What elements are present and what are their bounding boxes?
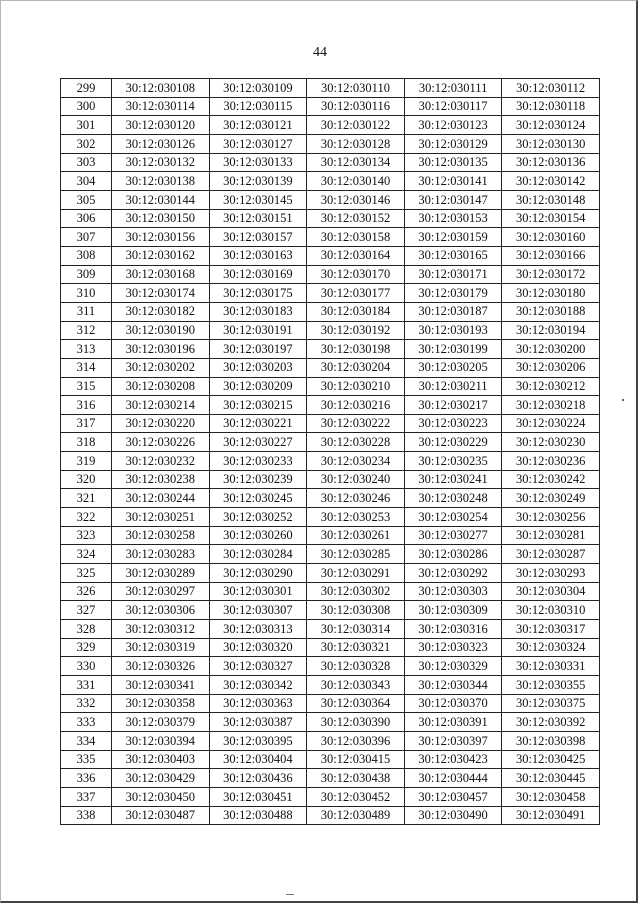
cadastral-number-cell: 30:12:030135 (404, 153, 502, 172)
cadastral-number-cell: 30:12:030415 (307, 750, 405, 769)
cadastral-number-cell: 30:12:030249 (502, 489, 600, 508)
cadastral-number-cell: 30:12:030165 (404, 246, 502, 265)
row-number-cell: 319 (61, 452, 112, 471)
cadastral-number-cell: 30:12:030111 (404, 79, 502, 98)
table-row (61, 750, 600, 769)
cadastral-number-cell: 30:12:030196 (112, 340, 210, 359)
row-number-cell: 301 (61, 116, 112, 135)
cadastral-number-cell: 30:12:030191 (209, 321, 307, 340)
table-row (61, 452, 600, 471)
row-number-cell: 314 (61, 358, 112, 377)
cadastral-number-cell: 30:12:030221 (209, 414, 307, 433)
cadastral-number-cell: 30:12:030248 (404, 489, 502, 508)
cadastral-number-cell: 30:12:030169 (209, 265, 307, 284)
row-number-cell: 332 (61, 694, 112, 713)
cadastral-number-cell: 30:12:030193 (404, 321, 502, 340)
row-number-cell: 310 (61, 284, 112, 303)
cadastral-number-cell: 30:12:030108 (112, 79, 210, 98)
cadastral-number-cell: 30:12:030358 (112, 694, 210, 713)
cadastral-number-cell: 30:12:030317 (502, 620, 600, 639)
cadastral-number-cell: 30:12:030238 (112, 470, 210, 489)
cadastral-number-cell: 30:12:030306 (112, 601, 210, 620)
cadastral-number-cell: 30:12:030168 (112, 265, 210, 284)
cadastral-number-cell: 30:12:030132 (112, 153, 210, 172)
cadastral-number-cell: 30:12:030174 (112, 284, 210, 303)
table-row (61, 97, 600, 116)
table-row (61, 508, 600, 527)
cadastral-number-cell: 30:12:030256 (502, 508, 600, 527)
cadastral-number-cell: 30:12:030283 (112, 545, 210, 564)
cadastral-number-cell: 30:12:030198 (307, 340, 405, 359)
row-number-cell: 316 (61, 396, 112, 415)
cadastral-number-cell: 30:12:030240 (307, 470, 405, 489)
table-row (61, 638, 600, 657)
cadastral-number-cell: 30:12:030363 (209, 694, 307, 713)
cadastral-number-cell: 30:12:030286 (404, 545, 502, 564)
cadastral-number-cell: 30:12:030157 (209, 228, 307, 247)
cadastral-number-cell: 30:12:030490 (404, 806, 502, 825)
cadastral-number-cell: 30:12:030312 (112, 620, 210, 639)
row-number-cell: 328 (61, 620, 112, 639)
cadastral-number-cell: 30:12:030302 (307, 582, 405, 601)
row-number-cell: 300 (61, 97, 112, 116)
cadastral-number-cell: 30:12:030258 (112, 526, 210, 545)
cadastral-number-cell: 30:12:030303 (404, 582, 502, 601)
cadastral-number-cell: 30:12:030180 (502, 284, 600, 303)
cadastral-number-cell: 30:12:030331 (502, 657, 600, 676)
cadastral-number-cell: 30:12:030127 (209, 134, 307, 153)
cadastral-number-cell: 30:12:030326 (112, 657, 210, 676)
cadastral-number-cell: 30:12:030197 (209, 340, 307, 359)
scan-speck (622, 399, 624, 401)
table-row (61, 302, 600, 321)
cadastral-number-cell: 30:12:030230 (502, 433, 600, 452)
cadastral-number-cell: 30:12:030192 (307, 321, 405, 340)
row-number-cell: 323 (61, 526, 112, 545)
cadastral-number-cell: 30:12:030452 (307, 787, 405, 806)
cadastral-number-cell: 30:12:030123 (404, 116, 502, 135)
cadastral-number-cell: 30:12:030355 (502, 676, 600, 695)
table-row (61, 657, 600, 676)
cadastral-number-cell: 30:12:030397 (404, 731, 502, 750)
cadastral-number-cell: 30:12:030329 (404, 657, 502, 676)
cadastral-number-cell: 30:12:030141 (404, 172, 502, 191)
cadastral-number-cell: 30:12:030253 (307, 508, 405, 527)
row-number-cell: 330 (61, 657, 112, 676)
table-row (61, 564, 600, 583)
table-row (61, 228, 600, 247)
table-row (61, 694, 600, 713)
table-row (61, 358, 600, 377)
cadastral-number-cell: 30:12:030229 (404, 433, 502, 452)
cadastral-number-cell: 30:12:030392 (502, 713, 600, 732)
cadastral-number-cell: 30:12:030450 (112, 787, 210, 806)
cadastral-number-cell: 30:12:030261 (307, 526, 405, 545)
table-row (61, 601, 600, 620)
row-number-cell: 326 (61, 582, 112, 601)
row-number-cell: 299 (61, 79, 112, 98)
cadastral-number-cell: 30:12:030156 (112, 228, 210, 247)
table-row (61, 172, 600, 191)
cadastral-number-cell: 30:12:030309 (404, 601, 502, 620)
cadastral-number-cell: 30:12:030327 (209, 657, 307, 676)
row-number-cell: 313 (61, 340, 112, 359)
cadastral-number-cell: 30:12:030319 (112, 638, 210, 657)
row-number-cell: 317 (61, 414, 112, 433)
cadastral-number-cell: 30:12:030218 (502, 396, 600, 415)
cadastral-number-cell: 30:12:030194 (502, 321, 600, 340)
cadastral-number-cell: 30:12:030188 (502, 302, 600, 321)
cadastral-number-cell: 30:12:030179 (404, 284, 502, 303)
cadastral-number-cell: 30:12:030208 (112, 377, 210, 396)
cadastral-number-cell: 30:12:030297 (112, 582, 210, 601)
cadastral-number-cell: 30:12:030344 (404, 676, 502, 695)
table-row (61, 265, 600, 284)
cadastral-number-cell: 30:12:030199 (404, 340, 502, 359)
cadastral-number-cell: 30:12:030203 (209, 358, 307, 377)
cadastral-number-cell: 30:12:030134 (307, 153, 405, 172)
cadastral-number-cell: 30:12:030284 (209, 545, 307, 564)
cadastral-number-cell: 30:12:030164 (307, 246, 405, 265)
row-number-cell: 318 (61, 433, 112, 452)
table-row (61, 153, 600, 172)
cadastral-number-cell: 30:12:030451 (209, 787, 307, 806)
cadastral-number-cell: 30:12:030290 (209, 564, 307, 583)
cadastral-number-cell: 30:12:030395 (209, 731, 307, 750)
cadastral-number-cell: 30:12:030236 (502, 452, 600, 471)
cadastral-number-cell: 30:12:030458 (502, 787, 600, 806)
page-number: 44 (313, 45, 327, 60)
cadastral-number-cell: 30:12:030200 (502, 340, 600, 359)
row-number-cell: 335 (61, 750, 112, 769)
cadastral-number-cell: 30:12:030183 (209, 302, 307, 321)
table-row (61, 79, 600, 98)
cadastral-number-cell: 30:12:030342 (209, 676, 307, 695)
cadastral-number-cell: 30:12:030214 (112, 396, 210, 415)
cadastral-number-cell: 30:12:030151 (209, 209, 307, 228)
row-number-cell: 307 (61, 228, 112, 247)
table-row (61, 489, 600, 508)
cadastral-number-cell: 30:12:030153 (404, 209, 502, 228)
cadastral-number-cell: 30:12:030287 (502, 545, 600, 564)
cadastral-number-cell: 30:12:030211 (404, 377, 502, 396)
cadastral-number-cell: 30:12:030128 (307, 134, 405, 153)
row-number-cell: 329 (61, 638, 112, 657)
cadastral-number-cell: 30:12:030136 (502, 153, 600, 172)
cadastral-number-cell: 30:12:030115 (209, 97, 307, 116)
cadastral-number-cell: 30:12:030224 (502, 414, 600, 433)
cadastral-number-cell: 30:12:030114 (112, 97, 210, 116)
cadastral-number-cell: 30:12:030324 (502, 638, 600, 657)
cadastral-number-cell: 30:12:030398 (502, 731, 600, 750)
cadastral-number-cell: 30:12:030379 (112, 713, 210, 732)
cadastral-number-cell: 30:12:030209 (209, 377, 307, 396)
cadastral-number-cell: 30:12:030364 (307, 694, 405, 713)
cadastral-number-cell: 30:12:030252 (209, 508, 307, 527)
cadastral-number-cell: 30:12:030147 (404, 190, 502, 209)
table-row (61, 787, 600, 806)
cadastral-number-cell: 30:12:030394 (112, 731, 210, 750)
cadastral-number-cell: 30:12:030138 (112, 172, 210, 191)
table-row (61, 769, 600, 788)
table-row (61, 209, 600, 228)
table-row (61, 377, 600, 396)
cadastral-number-cell: 30:12:030429 (112, 769, 210, 788)
row-number-cell: 327 (61, 601, 112, 620)
cadastral-table (60, 78, 600, 825)
cadastral-number-cell: 30:12:030244 (112, 489, 210, 508)
cadastral-number-cell: 30:12:030370 (404, 694, 502, 713)
cadastral-number-cell: 30:12:030289 (112, 564, 210, 583)
cadastral-number-cell: 30:12:030239 (209, 470, 307, 489)
cadastral-number-cell: 30:12:030206 (502, 358, 600, 377)
row-number-cell: 334 (61, 731, 112, 750)
cadastral-number-cell: 30:12:030293 (502, 564, 600, 583)
cadastral-number-cell: 30:12:030391 (404, 713, 502, 732)
cadastral-number-cell: 30:12:030436 (209, 769, 307, 788)
cadastral-number-cell: 30:12:030124 (502, 116, 600, 135)
cadastral-number-cell: 30:12:030387 (209, 713, 307, 732)
row-number-cell: 306 (61, 209, 112, 228)
cadastral-number-cell: 30:12:030112 (502, 79, 600, 98)
cadastral-number-cell: 30:12:030202 (112, 358, 210, 377)
table-row (61, 134, 600, 153)
row-number-cell: 309 (61, 265, 112, 284)
cadastral-number-cell: 30:12:030487 (112, 806, 210, 825)
cadastral-number-cell: 30:12:030227 (209, 433, 307, 452)
cadastral-number-cell: 30:12:030118 (502, 97, 600, 116)
table-body (61, 79, 600, 825)
cadastral-number-cell: 30:12:030166 (502, 246, 600, 265)
row-number-cell: 304 (61, 172, 112, 191)
cadastral-number-cell: 30:12:030187 (404, 302, 502, 321)
cadastral-number-cell: 30:12:030304 (502, 582, 600, 601)
cadastral-number-cell: 30:12:030235 (404, 452, 502, 471)
cadastral-number-cell: 30:12:030489 (307, 806, 405, 825)
cadastral-number-cell: 30:12:030396 (307, 731, 405, 750)
table-row (61, 806, 600, 825)
cadastral-number-cell: 30:12:030444 (404, 769, 502, 788)
cadastral-number-cell: 30:12:030109 (209, 79, 307, 98)
cadastral-number-cell: 30:12:030292 (404, 564, 502, 583)
cadastral-number-cell: 30:12:030175 (209, 284, 307, 303)
cadastral-number-cell: 30:12:030488 (209, 806, 307, 825)
cadastral-number-cell: 30:12:030154 (502, 209, 600, 228)
row-number-cell: 308 (61, 246, 112, 265)
table-row (61, 246, 600, 265)
cadastral-number-cell: 30:12:030216 (307, 396, 405, 415)
table-row (61, 433, 600, 452)
cadastral-number-cell: 30:12:030313 (209, 620, 307, 639)
row-number-cell: 302 (61, 134, 112, 153)
table-row (61, 545, 600, 564)
table-row (61, 676, 600, 695)
row-number-cell: 320 (61, 470, 112, 489)
cadastral-number-cell: 30:12:030307 (209, 601, 307, 620)
cadastral-number-cell: 30:12:030491 (502, 806, 600, 825)
row-number-cell: 311 (61, 302, 112, 321)
cadastral-number-cell: 30:12:030308 (307, 601, 405, 620)
cadastral-number-cell: 30:12:030205 (404, 358, 502, 377)
cadastral-number-cell: 30:12:030177 (307, 284, 405, 303)
row-number-cell: 337 (61, 787, 112, 806)
table-row (61, 414, 600, 433)
cadastral-number-cell: 30:12:030171 (404, 265, 502, 284)
cadastral-number-cell: 30:12:030130 (502, 134, 600, 153)
cadastral-number-cell: 30:12:030215 (209, 396, 307, 415)
table-row (61, 470, 600, 489)
cadastral-number-cell: 30:12:030423 (404, 750, 502, 769)
cadastral-number-cell: 30:12:030438 (307, 769, 405, 788)
row-number-cell: 338 (61, 806, 112, 825)
cadastral-number-cell: 30:12:030182 (112, 302, 210, 321)
row-number-cell: 325 (61, 564, 112, 583)
cadastral-number-cell: 30:12:030144 (112, 190, 210, 209)
row-number-cell: 315 (61, 377, 112, 396)
cadastral-number-cell: 30:12:030210 (307, 377, 405, 396)
cadastral-number-cell: 30:12:030328 (307, 657, 405, 676)
table-row (61, 526, 600, 545)
cadastral-number-cell: 30:12:030212 (502, 377, 600, 396)
scan-mark (286, 894, 294, 895)
cadastral-number-cell: 30:12:030217 (404, 396, 502, 415)
cadastral-number-cell: 30:12:030190 (112, 321, 210, 340)
cadastral-number-cell: 30:12:030323 (404, 638, 502, 657)
cadastral-number-cell: 30:12:030160 (502, 228, 600, 247)
cadastral-number-cell: 30:12:030122 (307, 116, 405, 135)
table-row (61, 190, 600, 209)
cadastral-number-cell: 30:12:030204 (307, 358, 405, 377)
cadastral-number-cell: 30:12:030246 (307, 489, 405, 508)
cadastral-number-cell: 30:12:030222 (307, 414, 405, 433)
cadastral-number-cell: 30:12:030223 (404, 414, 502, 433)
cadastral-number-cell: 30:12:030163 (209, 246, 307, 265)
cadastral-number-cell: 30:12:030242 (502, 470, 600, 489)
row-number-cell: 336 (61, 769, 112, 788)
cadastral-number-cell: 30:12:030220 (112, 414, 210, 433)
row-number-cell: 333 (61, 713, 112, 732)
cadastral-number-cell: 30:12:030228 (307, 433, 405, 452)
cadastral-number-cell: 30:12:030117 (404, 97, 502, 116)
table-row (61, 396, 600, 415)
cadastral-number-cell: 30:12:030285 (307, 545, 405, 564)
cadastral-number-cell: 30:12:030234 (307, 452, 405, 471)
cadastral-number-cell: 30:12:030142 (502, 172, 600, 191)
cadastral-number-cell: 30:12:030375 (502, 694, 600, 713)
cadastral-number-cell: 30:12:030120 (112, 116, 210, 135)
table-row (61, 321, 600, 340)
table-row (61, 713, 600, 732)
cadastral-number-cell: 30:12:030172 (502, 265, 600, 284)
cadastral-number-cell: 30:12:030140 (307, 172, 405, 191)
cadastral-number-cell: 30:12:030233 (209, 452, 307, 471)
table-row (61, 731, 600, 750)
cadastral-number-cell: 30:12:030310 (502, 601, 600, 620)
row-number-cell: 312 (61, 321, 112, 340)
table-row (61, 582, 600, 601)
cadastral-number-cell: 30:12:030281 (502, 526, 600, 545)
table-row (61, 284, 600, 303)
cadastral-number-cell: 30:12:030152 (307, 209, 405, 228)
cadastral-number-cell: 30:12:030320 (209, 638, 307, 657)
cadastral-number-cell: 30:12:030314 (307, 620, 405, 639)
cadastral-number-cell: 30:12:030241 (404, 470, 502, 489)
cadastral-number-cell: 30:12:030301 (209, 582, 307, 601)
cadastral-number-cell: 30:12:030146 (307, 190, 405, 209)
row-number-cell: 331 (61, 676, 112, 695)
cadastral-number-cell: 30:12:030343 (307, 676, 405, 695)
cadastral-number-cell: 30:12:030170 (307, 265, 405, 284)
cadastral-number-cell: 30:12:030291 (307, 564, 405, 583)
cadastral-number-cell: 30:12:030126 (112, 134, 210, 153)
cadastral-number-cell: 30:12:030158 (307, 228, 405, 247)
cadastral-number-cell: 30:12:030260 (209, 526, 307, 545)
table-row (61, 116, 600, 135)
cadastral-number-cell: 30:12:030277 (404, 526, 502, 545)
cadastral-number-cell: 30:12:030133 (209, 153, 307, 172)
cadastral-number-cell: 30:12:030457 (404, 787, 502, 806)
cadastral-number-cell: 30:12:030341 (112, 676, 210, 695)
cadastral-number-cell: 30:12:030404 (209, 750, 307, 769)
cadastral-number-cell: 30:12:030226 (112, 433, 210, 452)
cadastral-number-cell: 30:12:030116 (307, 97, 405, 116)
cadastral-number-cell: 30:12:030145 (209, 190, 307, 209)
cadastral-number-cell: 30:12:030184 (307, 302, 405, 321)
cadastral-number-cell: 30:12:030445 (502, 769, 600, 788)
cadastral-number-cell: 30:12:030232 (112, 452, 210, 471)
cadastral-number-cell: 30:12:030316 (404, 620, 502, 639)
cadastral-number-cell: 30:12:030110 (307, 79, 405, 98)
cadastral-number-cell: 30:12:030245 (209, 489, 307, 508)
cadastral-number-cell: 30:12:030425 (502, 750, 600, 769)
cadastral-number-cell: 30:12:030403 (112, 750, 210, 769)
cadastral-number-cell: 30:12:030139 (209, 172, 307, 191)
cadastral-number-cell: 30:12:030159 (404, 228, 502, 247)
cadastral-number-cell: 30:12:030251 (112, 508, 210, 527)
row-number-cell: 322 (61, 508, 112, 527)
cadastral-number-cell: 30:12:030390 (307, 713, 405, 732)
row-number-cell: 305 (61, 190, 112, 209)
cadastral-number-cell: 30:12:030254 (404, 508, 502, 527)
row-number-cell: 321 (61, 489, 112, 508)
cadastral-number-cell: 30:12:030321 (307, 638, 405, 657)
cadastral-number-cell: 30:12:030148 (502, 190, 600, 209)
cadastral-number-cell: 30:12:030121 (209, 116, 307, 135)
row-number-cell: 303 (61, 153, 112, 172)
table-row (61, 620, 600, 639)
table-row (61, 340, 600, 359)
cadastral-number-cell: 30:12:030150 (112, 209, 210, 228)
cadastral-number-cell: 30:12:030162 (112, 246, 210, 265)
row-number-cell: 324 (61, 545, 112, 564)
cadastral-number-cell: 30:12:030129 (404, 134, 502, 153)
